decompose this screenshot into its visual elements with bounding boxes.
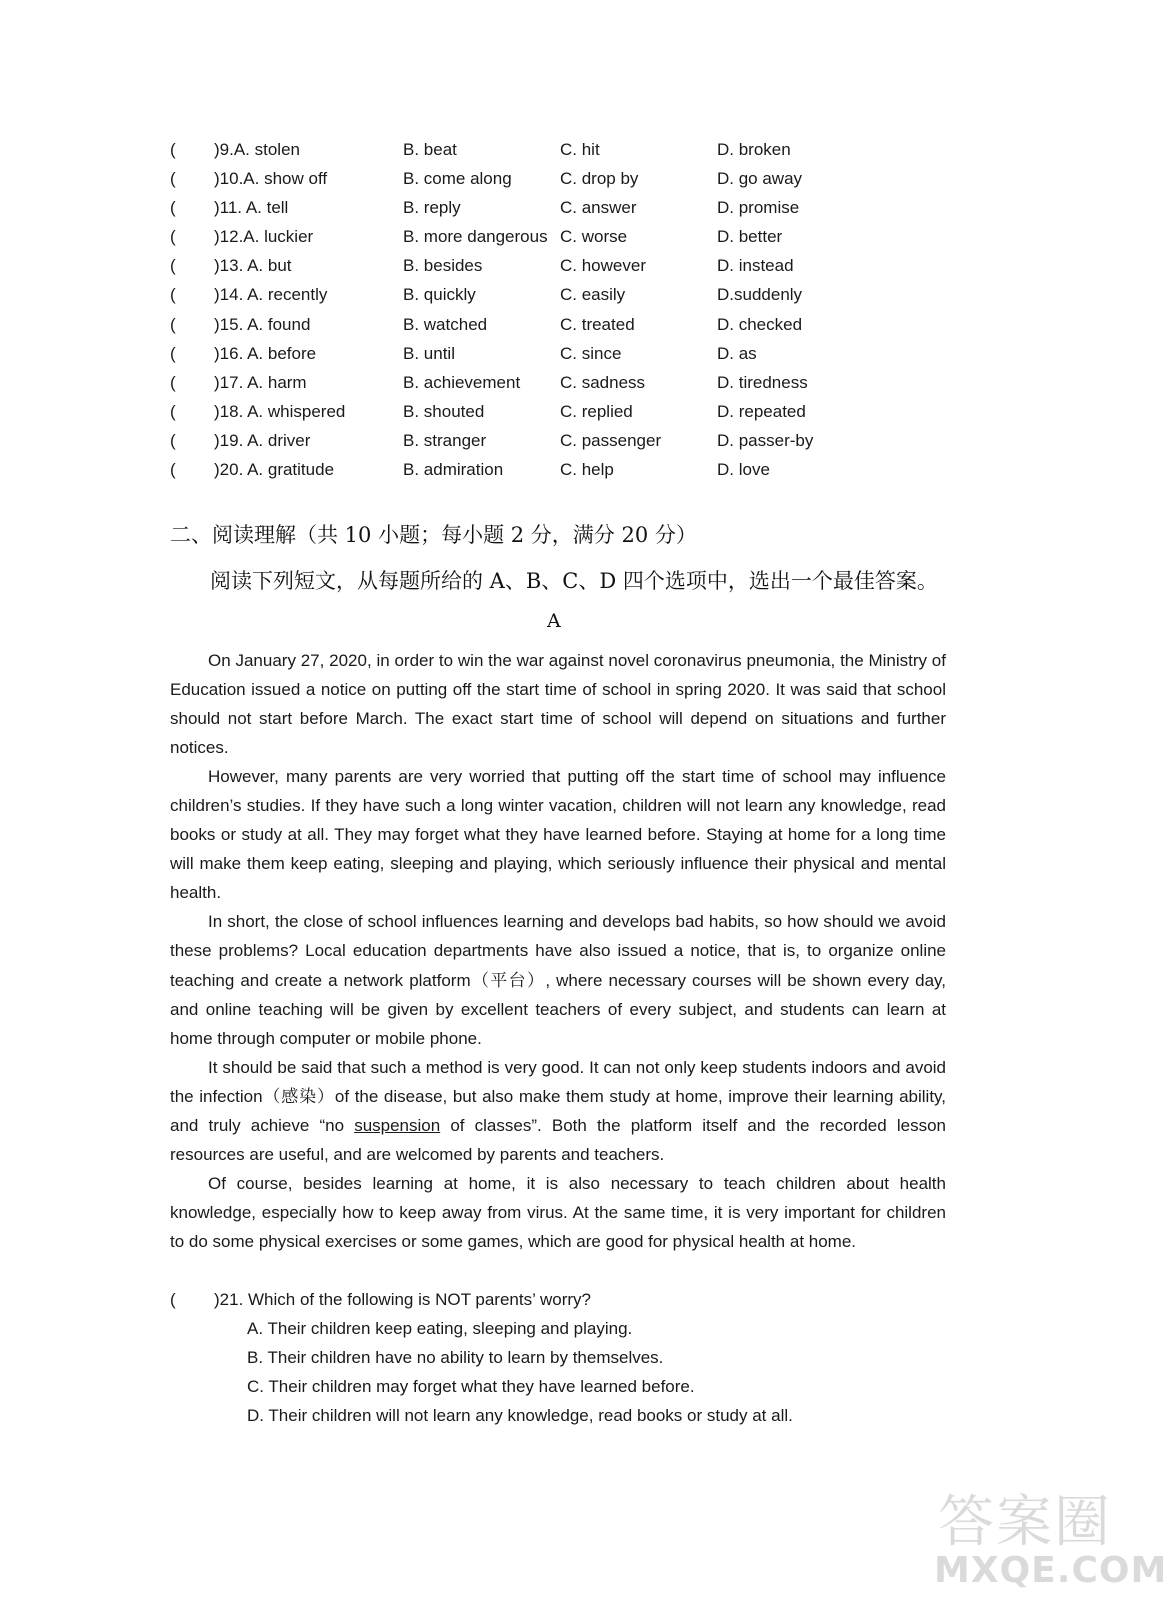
option-d: D. repeated xyxy=(717,401,806,421)
option-c: C. drop by xyxy=(560,169,639,189)
option-a: )12.A. luckier xyxy=(214,227,314,247)
option-b: B. quickly xyxy=(403,285,476,305)
answer-paren: ( xyxy=(170,401,176,421)
option-b: B. come along xyxy=(403,169,512,189)
option-c: C. passenger xyxy=(560,430,662,450)
paragraph-4-part-2: of classes”. Both the platform itself and the recorded lesson resources are useful, and are welcomed by parents and teachers. xyxy=(170,1115,946,1164)
answer-paren: ( xyxy=(170,430,176,450)
section-title: 二、阅读理解（共 10 小题；每小题 2 分，满分 20 分） xyxy=(170,523,697,547)
option-a: )18. A. whispered xyxy=(214,401,346,421)
question-21 xyxy=(170,1285,946,1430)
answer-paren: ( xyxy=(170,343,176,363)
option-b: B. reply xyxy=(403,198,461,218)
paragraph-3: In short, the close of school influences learning and develops bad habits, so how should we avoid these problems? Local education departments have also issued a notice, that is, to organize online teaching and create a network platform（平台）, where necessary courses will be shown every day, and online teaching will be given by excellent teachers of every subject, and students can learn at home through computer or mobile phone. xyxy=(170,912,946,1048)
question-option-c: C. Their children may forget what they have learned before. xyxy=(247,1377,695,1397)
question-stem xyxy=(170,1285,946,1314)
option-a: )19. A. driver xyxy=(214,430,311,450)
watermark-en: MXQE.COM xyxy=(934,1550,1167,1591)
question-option-a: A. Their children keep eating, sleeping and playing. xyxy=(247,1319,633,1339)
option-d: D. tiredness xyxy=(717,372,808,392)
cloze-row xyxy=(170,372,990,401)
option-d: D. love xyxy=(717,460,770,480)
option-a: )10.A. show off xyxy=(214,169,328,189)
answer-paren: ( xyxy=(170,140,176,159)
paragraph-1: On January 27, 2020, in order to win the war against novel coronavirus pneumonia, the Ministry of Education issued a notice on putting off the start time of school in spring 2020. It was said that school should not start before March. The exact start time of school will depend on situations and further notices. xyxy=(170,651,946,758)
option-a: )20. A. gratitude xyxy=(214,460,335,480)
option-c: C. however xyxy=(560,256,646,276)
underlined-word: suspension xyxy=(354,1115,441,1135)
answer-paren: ( xyxy=(170,460,176,480)
option-a: )9.A. stolen xyxy=(214,140,300,159)
question-option-d: D. Their children will not learn any knowledge, read books or study at all. xyxy=(247,1406,793,1426)
option-b: B. stranger xyxy=(403,430,487,450)
option-a: )14. A. recently xyxy=(214,285,328,305)
option-b: B. watched xyxy=(403,314,488,334)
cloze-row xyxy=(170,459,990,488)
cloze-row xyxy=(170,168,990,197)
watermark-logo xyxy=(930,1478,1167,1596)
option-d: D.suddenly xyxy=(717,285,803,305)
option-d: D. instead xyxy=(717,256,794,276)
option-b: B. until xyxy=(403,343,455,363)
cloze-options xyxy=(170,139,990,488)
option-d: D. passer-by xyxy=(717,430,814,450)
option-c: C. answer xyxy=(560,198,637,218)
paragraph-4-part-1: It should be said that such a method is very good. It can not only keep students indoors and avoid the infection（感染）of the disease, but also make them study at home, improve their learning ability, and truly achieve “no xyxy=(170,1057,946,1135)
cloze-row xyxy=(170,284,990,313)
cloze-row xyxy=(170,343,990,372)
option-b: B. beat xyxy=(403,140,457,159)
option-a: )17. A. harm xyxy=(214,372,307,392)
question-option-b: B. Their children have no ability to learn by themselves. xyxy=(247,1348,664,1368)
reading-passage xyxy=(170,646,946,1256)
option-c: C. since xyxy=(560,343,622,363)
option-d: D. promise xyxy=(717,198,800,218)
option-d: D. checked xyxy=(717,314,803,334)
option-a: )15. A. found xyxy=(214,314,311,334)
answer-paren: ( xyxy=(170,256,176,276)
option-c: C. help xyxy=(560,460,614,480)
option-a: )13. A. but xyxy=(214,256,292,276)
option-c: C. sadness xyxy=(560,372,646,392)
option-c: C. easily xyxy=(560,285,626,305)
cloze-row xyxy=(170,314,990,343)
answer-paren: ( xyxy=(170,372,176,392)
passage-label: A xyxy=(547,610,561,632)
cloze-row xyxy=(170,401,990,430)
option-d: D. broken xyxy=(717,140,791,159)
cloze-row xyxy=(170,255,990,284)
option-c: C. replied xyxy=(560,401,633,421)
answer-paren: ( xyxy=(170,1290,176,1309)
answer-paren: ( xyxy=(170,169,176,189)
option-b: B. besides xyxy=(403,256,483,276)
answer-paren: ( xyxy=(170,314,176,334)
cloze-row xyxy=(170,430,990,459)
question-text: )21. Which of the following is NOT parents’ worry? xyxy=(214,1290,591,1309)
option-d: D. as xyxy=(717,343,757,363)
option-b: B. shouted xyxy=(403,401,485,421)
option-b: B. achievement xyxy=(403,372,521,392)
option-b: B. more dangerous xyxy=(403,227,548,247)
option-a: )16. A. before xyxy=(214,343,317,363)
paragraph-4 xyxy=(170,1053,946,1169)
answer-paren: ( xyxy=(170,285,176,305)
answer-paren: ( xyxy=(170,198,176,218)
answer-paren: ( xyxy=(170,227,176,247)
option-a: )11. A. tell xyxy=(214,198,289,218)
option-c: C. worse xyxy=(560,227,628,247)
cloze-row xyxy=(170,226,990,255)
watermark-cn: 答案圈 xyxy=(938,1490,1112,1555)
cloze-row xyxy=(170,197,990,226)
option-d: D. go away xyxy=(717,169,803,189)
option-d: D. better xyxy=(717,227,783,247)
paragraph-2: However, many parents are very worried that putting off the start time of school may influence children’s studies. If they have such a long winter vacation, children will not learn any knowledge, read books or study at all. They may forget what they have learned before. Staying at home for a long time will make them keep eating, sleeping and playing, which seriously influence their physical and mental health. xyxy=(170,767,946,903)
cloze-row xyxy=(170,139,990,168)
paragraph-5: Of course, besides learning at home, it is also necessary to teach children about health knowledge, especially how to keep away from virus. At the same time, it is very important for children to do some physical exercises or some games, which are good for physical health at home. xyxy=(170,1173,946,1251)
section-instruction: 阅读下列短文，从每题所给的 A、B、C、D 四个选项中，选出一个最佳答案。 xyxy=(210,569,938,593)
option-c: C. treated xyxy=(560,314,635,334)
option-c: C. hit xyxy=(560,140,600,159)
option-b: B. admiration xyxy=(403,460,504,480)
